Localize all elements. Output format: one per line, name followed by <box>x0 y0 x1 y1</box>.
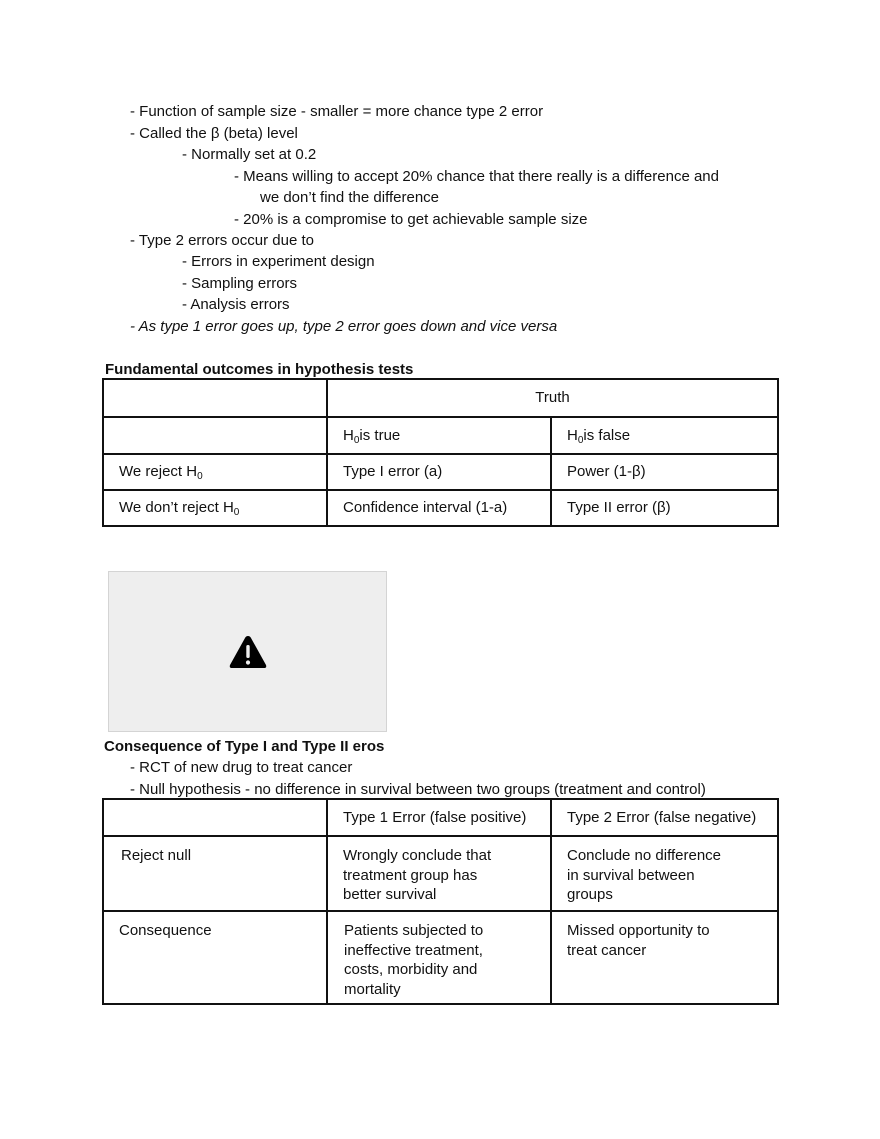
table-cell <box>551 836 778 911</box>
table-cell <box>103 799 327 836</box>
image-placeholder <box>108 571 387 732</box>
cell-line: better survival <box>343 886 437 903</box>
note-line: - Errors in experiment design <box>182 253 375 270</box>
truth-header: Truth <box>327 379 778 417</box>
cell-line: ineffective treatment, <box>344 941 483 959</box>
table-cell <box>327 836 551 911</box>
table-cell: Type I error (a) <box>327 454 551 490</box>
h0-letter: H <box>343 426 354 444</box>
h0-false-text: is false <box>583 426 631 444</box>
note-line: - Called the β (beta) level <box>130 125 298 142</box>
subscript-zero: 0 <box>197 471 203 483</box>
table-cell <box>103 417 327 454</box>
row-label: Reject null <box>103 836 327 911</box>
h0-true-header <box>327 417 551 454</box>
cell-line: costs, morbidity and <box>344 961 478 978</box>
cell-line: Missed opportunity to <box>567 922 710 939</box>
cell-line: Patients subjected to <box>344 922 484 939</box>
row-label-text: We reject H <box>119 463 198 481</box>
table-row <box>103 911 778 1004</box>
table1-title: Fundamental outcomes in hypothesis tests <box>105 361 414 378</box>
note-line: - Type 2 errors occur due to <box>130 232 314 249</box>
cell-line: in survival between <box>567 866 695 884</box>
type2-header: Type 2 Error (false negative) <box>551 799 778 836</box>
cell-line: mortality <box>344 980 401 998</box>
table-row <box>103 836 778 911</box>
note-line: - Normally set at 0.2 <box>182 146 317 163</box>
note-line: - Sampling errors <box>182 275 298 292</box>
table-row <box>103 454 778 490</box>
cell-line: treat cancer <box>567 941 647 959</box>
warning-triangle-icon <box>228 634 268 670</box>
type1-header: Type 1 Error (false positive) <box>327 799 551 836</box>
consequence-table <box>102 798 779 1005</box>
row-label: Consequence <box>103 911 327 1004</box>
cell-line: Wrongly conclude that <box>343 847 492 864</box>
note-line-italic: - As type 1 error goes up, type 2 error goes down and vice versa <box>130 318 558 335</box>
table-row <box>103 490 778 526</box>
table-cell <box>551 911 778 1004</box>
row-label <box>103 490 327 526</box>
h0-true-text: is true <box>359 426 401 444</box>
table-cell: Power (1-β) <box>551 454 778 490</box>
subscript-zero: 0 <box>353 434 360 446</box>
subscript-zero: 0 <box>233 507 240 519</box>
cell-line: treatment group has <box>343 866 478 884</box>
cell-line: groups <box>567 886 613 903</box>
section2-bullet: - Null hypothesis - no difference in survival between two groups (treatment and control) <box>130 781 706 798</box>
table-cell: Type II error (β) <box>551 490 778 526</box>
table-cell <box>103 379 327 417</box>
h0-letter: H <box>567 426 578 444</box>
row-label <box>103 454 327 490</box>
note-line: - Analysis errors <box>182 296 290 313</box>
table-cell: Confidence interval (1-a) <box>327 490 551 526</box>
note-line: - Function of sample size - smaller = more chance type 2 error <box>130 103 544 120</box>
section2-bullet: - RCT of new drug to treat cancer <box>130 759 353 776</box>
row-label-text: We don’t reject H <box>119 499 234 517</box>
section2-title: Consequence of Type I and Type II eros <box>104 738 385 755</box>
subscript-zero: 0 <box>577 434 584 446</box>
note-line: - Means willing to accept 20% chance that there really is a difference and <box>234 168 719 185</box>
cell-line: Conclude no difference <box>567 847 721 864</box>
table-cell <box>327 911 551 1004</box>
outcomes-table <box>102 378 779 527</box>
note-line: we don’t find the difference <box>260 189 440 206</box>
h0-false-header <box>551 417 778 454</box>
note-line: - 20% is a compromise to get achievable sample size <box>234 211 588 228</box>
